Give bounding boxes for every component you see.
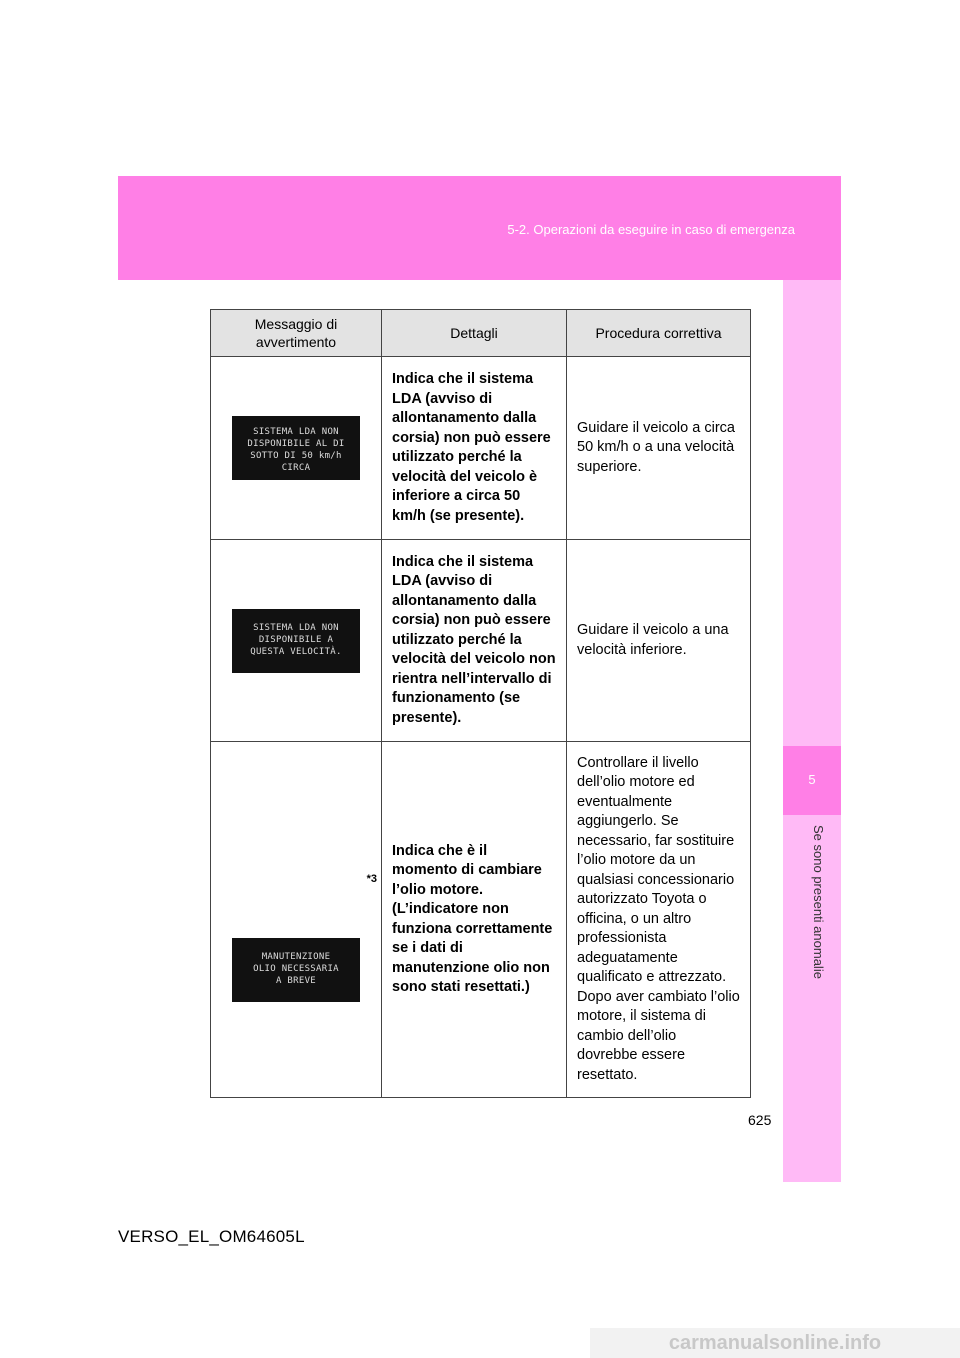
column-header-procedure: Procedura correttiva xyxy=(567,310,751,357)
footnote-marker: *3 xyxy=(366,873,377,885)
details-cell: Indica che il sistema LDA (avviso di allontanamento dalla corsia) non può essere utilizzato perché la velocità del veicolo non rientra nell’intervallo di funzionamento (se presente). xyxy=(382,540,567,742)
display-text-line: SOTTO DI 50 km/h xyxy=(250,451,342,461)
chapter-label: Se sono presenti anomalie xyxy=(811,825,826,979)
details-cell: Indica che il sistema LDA (avviso di allontanamento dalla corsia) non può essere utilizzato perché la velocità del veicolo è inferiore a circa 50 km/h (se presente). xyxy=(382,357,567,540)
message-cell xyxy=(211,357,382,540)
document-code: VERSO_EL_OM64605L xyxy=(118,1227,305,1246)
section-title: 5-2. Operazioni da eseguire in caso di emergenza xyxy=(507,222,795,237)
header-band xyxy=(118,176,841,280)
procedure-cell: Controllare il livello dell’olio motore ed eventualmente aggiungerlo. Se necessario, far sostituire l’olio motore da un qualsiasi concessionario autorizzato Toyota o officina, o un altro professionista adeguatamente qualificato e attrezzato. Dopo aver cambiato l’olio motore, il sistema di cambio dell’olio dovrebbe essere resettato. xyxy=(567,742,751,1098)
display-text-line: SISTEMA LDA NON xyxy=(253,622,339,633)
display-text-line: SISTEMA LDA NON xyxy=(253,427,339,437)
display-text-line: DISPONIBILE AL DI xyxy=(247,439,345,449)
table-row xyxy=(211,540,751,742)
message-cell xyxy=(211,742,382,1098)
page-number: 625 xyxy=(748,1112,772,1128)
display-text-line: DISPONIBILE A xyxy=(258,634,334,645)
procedure-cell: Guidare il veicolo a una velocità inferiore. xyxy=(567,540,751,742)
display-text-line: OLIO NECESSARIA xyxy=(253,963,339,974)
table-row xyxy=(211,742,751,1098)
details-cell: Indica che è il momento di cambiare l’olio motore. (L’indicatore non funziona correttamente se i dati di manutenzione olio non sono stati resettati.) xyxy=(382,742,567,1098)
display-text-line: CIRCA xyxy=(281,463,311,473)
chapter-number: 5 xyxy=(808,772,816,787)
message-cell xyxy=(211,540,382,742)
column-header-details: Dettagli xyxy=(382,310,567,357)
column-header-message: Messaggio di avvertimento xyxy=(211,310,382,357)
chapter-side-tab xyxy=(783,280,841,1182)
chapter-number-box xyxy=(783,746,841,815)
display-text-line: MANUTENZIONE xyxy=(261,951,331,962)
display-text-line: QUESTA VELOCITÀ. xyxy=(250,646,342,657)
display-screen-image xyxy=(232,938,360,1002)
warning-messages-table xyxy=(210,309,751,1098)
display-screen-image xyxy=(232,609,360,673)
display-screen-image xyxy=(232,416,360,480)
watermark: carmanualsonline.info xyxy=(590,1328,960,1358)
display-text-line: A BREVE xyxy=(275,975,317,986)
procedure-cell: Guidare il veicolo a circa 50 km/h o a una velocità superiore. xyxy=(567,357,751,540)
table-row xyxy=(211,357,751,540)
table-header-row xyxy=(211,310,751,357)
